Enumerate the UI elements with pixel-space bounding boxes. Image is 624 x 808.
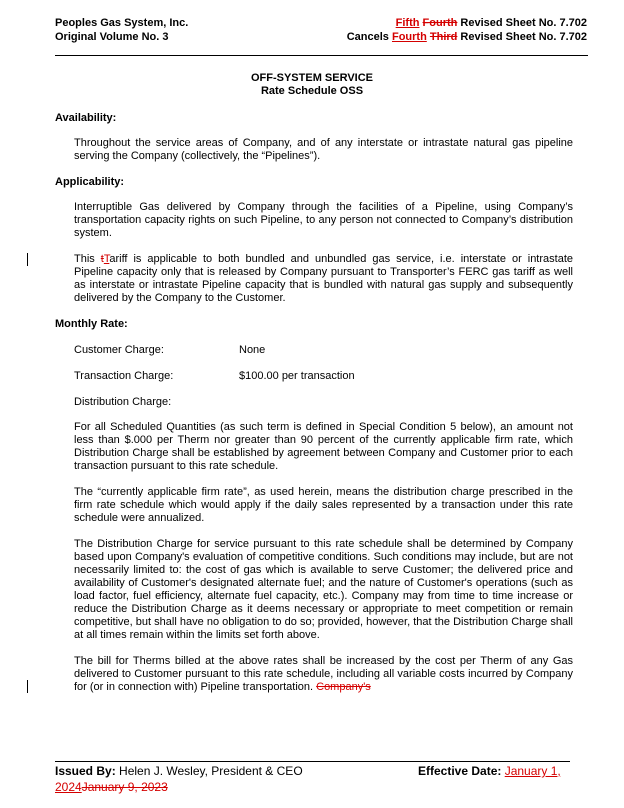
effective-deleted: January 9, 2023 xyxy=(81,780,168,794)
cancels-sheet xyxy=(347,30,587,44)
availability-heading: Availability: xyxy=(55,112,117,124)
p4-text: The bill for Therms billed at the above rates shall be increased by the cost per Therm of any Gas delivered to Customer pursuant to this rate schedule, including all variable costs incurred by Company for (or in connection with) Pipeline transportation. xyxy=(74,655,573,693)
text2-pre: This xyxy=(74,253,101,265)
monthly-rate-heading: Monthly Rate: xyxy=(55,318,128,330)
header-rule xyxy=(55,55,588,56)
cancels-deleted: Third xyxy=(429,31,458,43)
issued-value: Helen J. Wesley, President & CEO xyxy=(115,764,303,778)
distribution-paragraph-4 xyxy=(74,655,573,694)
issued-by xyxy=(55,763,303,779)
company-name: Peoples Gas System, Inc. xyxy=(55,17,189,29)
effective-date xyxy=(418,763,561,779)
change-bar xyxy=(27,680,28,693)
transaction-charge-label: Transaction Charge: xyxy=(74,370,174,382)
distribution-paragraph-2: The “currently applicable firm rate”, as used herein, means the distribution charge prescribed in the firm rate schedule which would apply if the daily sales represented by a transaction under this rate schedule were annualized. xyxy=(74,486,573,524)
sheet-deleted: Fourth xyxy=(422,17,458,29)
applicability-text-2 xyxy=(74,253,573,305)
applicability-heading: Applicability: xyxy=(55,176,125,188)
transaction-charge-value: $100.00 per transaction xyxy=(239,370,355,382)
distribution-paragraph-1: For all Scheduled Quantities (as such term is defined in Special Condition 5 below), an amount not less than $.000 per Therm nor greater than 90 percent of the currently applicable firm rate, which Distribution Charge shall be established by agreement between Company and Customer prior to each transaction pursuant to this rate schedule. xyxy=(74,421,573,472)
rate-subtitle: Rate Schedule OSS xyxy=(260,85,364,97)
sheet-rest: Revised Sheet No. 7.702 xyxy=(457,17,587,29)
volume-number: Original Volume No. 3 xyxy=(55,31,169,43)
availability-text: Throughout the service areas of Company, and of any interstate or intrastate natural gas pipeline serving the Company (collectively, the “Pipelines”). xyxy=(74,137,573,162)
customer-charge-label: Customer Charge: xyxy=(74,344,164,356)
footer-rule xyxy=(55,761,570,762)
text2-deleted: t xyxy=(100,253,104,265)
effective-inserted-2: 2024 xyxy=(55,780,82,794)
customer-charge-value: None xyxy=(239,344,266,356)
distribution-paragraph-3: The Distribution Charge for service pursuant to this rate schedule shall be determined by Company based upon Company's evaluation of competitive conditions. Such conditions may include, but are not necessarily limited to: the cost of gas which is available to serve Customer; the delivered price and availability of Customer's designated alternate fuel; and the nature of Customer's operations (such as load factor, fuel efficiency, alternate fuel capacity, etc.). Company may from time to time increase or reduce the Distribution Charge as it deems necessary or appropriate to meet competition or remain competitive, but shall have no obligation to do so; provided, however, that the Distribution Charge shall at all times remain within the limits set forth above. xyxy=(74,538,573,641)
sheet-inserted: Fifth xyxy=(395,17,420,29)
cancels-inserted: Fourth xyxy=(391,31,427,43)
applicability-text-1: Interruptible Gas delivered by Company through the facilities of a Pipeline, using Company’s transportation capacity rights on such Pipeline, to any person not connected to Company’s distribution system. xyxy=(74,201,573,239)
distribution-charge-label: Distribution Charge: xyxy=(74,396,172,408)
sheet-number xyxy=(396,16,587,30)
change-bar xyxy=(27,253,28,266)
effective-date-continued xyxy=(55,779,168,795)
effective-label: Effective Date: xyxy=(418,764,505,778)
rate-title: OFF-SYSTEM SERVICE xyxy=(250,72,374,84)
cancels-prefix: Cancels xyxy=(346,31,392,43)
effective-inserted-1: January 1, xyxy=(504,764,561,778)
p4-deleted: Company's xyxy=(316,681,371,693)
issued-label: Issued By: xyxy=(55,764,116,778)
cancels-rest: Revised Sheet No. 7.702 xyxy=(457,31,587,43)
text2-rest: ariff is applicable to both bundled and unbundled gas service, i.e. interstate or intrastate Pipeline capacity only that is released by Company pursuant to Transporter’s FERC gas tariff as well as interstate or intrastate Pipeline capacity that is bundled with natural gas supply and subsequently delivered by the Company to the Customer. xyxy=(74,253,573,304)
text2-inserted: T xyxy=(103,253,110,265)
